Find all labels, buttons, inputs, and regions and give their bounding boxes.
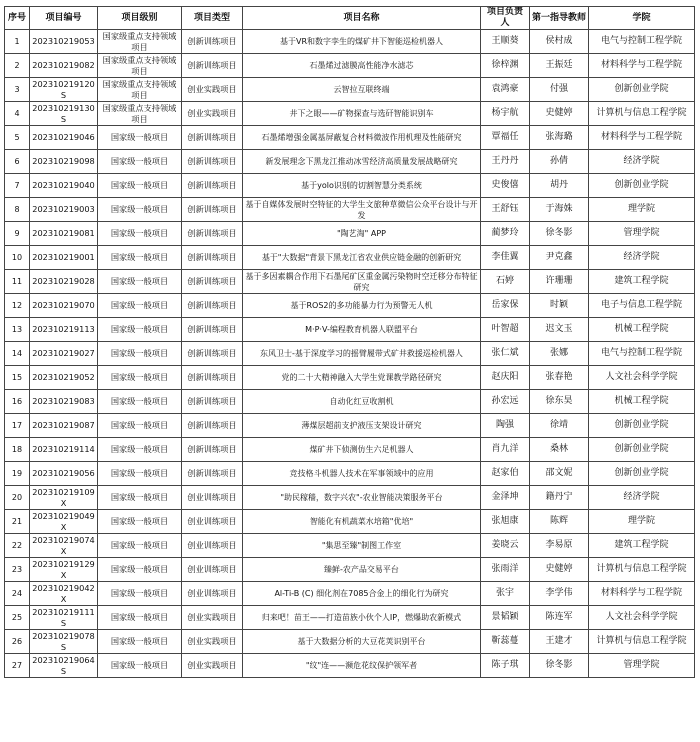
project-level: 国家级一般项目 — [98, 150, 182, 174]
table-row — [5, 462, 695, 486]
project-level: 国家级一般项目 — [98, 630, 182, 654]
table-row — [5, 414, 695, 438]
table-row — [5, 630, 695, 654]
project-name: 竞技格斗机器人技术在军事领域中的应用 — [243, 462, 481, 486]
project-type: 创新训练项目 — [182, 462, 243, 486]
table-row — [5, 198, 695, 222]
project-id: 202310219130S — [30, 102, 98, 126]
table-row — [5, 534, 695, 558]
project-type: 创业训练项目 — [182, 558, 243, 582]
college: 材料科学与工程学院 — [589, 54, 695, 78]
row-index: 4 — [5, 102, 30, 126]
project-id: 202310219083 — [30, 390, 98, 414]
project-id: 202310219120S — [30, 78, 98, 102]
table-row — [5, 30, 695, 54]
table-row — [5, 342, 695, 366]
col-index-header: 序号 — [5, 7, 30, 30]
col-college-header: 学院 — [589, 7, 695, 30]
college: 创新创业学院 — [589, 462, 695, 486]
project-name: 基于大数据分析的大豆花荚识别平台 — [243, 630, 481, 654]
row-index: 14 — [5, 342, 30, 366]
project-type: 创新训练项目 — [182, 438, 243, 462]
table-row — [5, 582, 695, 606]
col-advisor-header: 第一指导教师 — [530, 7, 589, 30]
table-row — [5, 222, 695, 246]
college: 机械工程学院 — [589, 318, 695, 342]
project-name: "陶艺淘" APP — [243, 222, 481, 246]
project-table-container — [4, 6, 694, 678]
project-id: 202310219028 — [30, 270, 98, 294]
college: 电气与控制工程学院 — [589, 342, 695, 366]
college: 创新创业学院 — [589, 78, 695, 102]
table-row — [5, 510, 695, 534]
first-advisor: 邵文妮 — [530, 462, 589, 486]
first-advisor: 李易原 — [530, 534, 589, 558]
table-row — [5, 654, 695, 678]
row-index: 10 — [5, 246, 30, 270]
first-advisor: 王振廷 — [530, 54, 589, 78]
row-index: 16 — [5, 390, 30, 414]
first-advisor: 徐冬影 — [530, 654, 589, 678]
project-name: M·P·V-编程教育机器人联盟平台 — [243, 318, 481, 342]
first-advisor: 陈辉 — [530, 510, 589, 534]
first-advisor: 侯村成 — [530, 30, 589, 54]
project-leader: 张仁斌 — [481, 342, 530, 366]
first-advisor: 史健婷 — [530, 558, 589, 582]
project-level: 国家级一般项目 — [98, 366, 182, 390]
college: 理学院 — [589, 510, 695, 534]
project-type: 创业实践项目 — [182, 630, 243, 654]
project-level: 国家级一般项目 — [98, 558, 182, 582]
row-index: 27 — [5, 654, 30, 678]
college: 经济学院 — [589, 246, 695, 270]
college: 管理学院 — [589, 654, 695, 678]
row-index: 15 — [5, 366, 30, 390]
row-index: 23 — [5, 558, 30, 582]
col-name-header: 项目名称 — [243, 7, 481, 30]
first-advisor: 许珊珊 — [530, 270, 589, 294]
col-leader-header: 项目负责人 — [481, 7, 530, 30]
project-leader: 覃福任 — [481, 126, 530, 150]
college: 人文社会科学学院 — [589, 366, 695, 390]
project-leader: 景韬颖 — [481, 606, 530, 630]
project-type: 创业实践项目 — [182, 102, 243, 126]
project-type: 创业训练项目 — [182, 486, 243, 510]
project-name: 基于"大数据"背景下黑龙江省农业供应链金融的创新研究 — [243, 246, 481, 270]
project-level: 国家级一般项目 — [98, 342, 182, 366]
project-leader: 金泽坤 — [481, 486, 530, 510]
project-name: Al-Ti-B (C) 细化剂在7085合金上的细化行为研究 — [243, 582, 481, 606]
table-row — [5, 78, 695, 102]
project-name: 智能化有机蔬菜水培箱"优培" — [243, 510, 481, 534]
project-level: 国家级一般项目 — [98, 390, 182, 414]
project-name: 云智拉互联终端 — [243, 78, 481, 102]
project-name: "助民稼穑，数字兴农"-农业智能决策服务平台 — [243, 486, 481, 510]
project-id: 202310219064S — [30, 654, 98, 678]
table-row — [5, 54, 695, 78]
project-id: 202310219001 — [30, 246, 98, 270]
project-leader: 袁鸿豪 — [481, 78, 530, 102]
row-index: 26 — [5, 630, 30, 654]
first-advisor: 籍丹宁 — [530, 486, 589, 510]
first-advisor: 徐靖 — [530, 414, 589, 438]
project-name: 井下之眼——矿物探查与选矸智能识别车 — [243, 102, 481, 126]
project-type: 创新训练项目 — [182, 294, 243, 318]
project-name: 归来吧！苗王——打造苗族小伙个人IP，燃爆助农新模式 — [243, 606, 481, 630]
project-level: 国家级一般项目 — [98, 582, 182, 606]
row-index: 24 — [5, 582, 30, 606]
project-id: 202310219081 — [30, 222, 98, 246]
project-name: 石墨烯过滤膜高性能净水滤芯 — [243, 54, 481, 78]
project-type: 创业实践项目 — [182, 78, 243, 102]
project-level: 国家级一般项目 — [98, 510, 182, 534]
table-body — [5, 30, 695, 678]
project-leader: 赵家伯 — [481, 462, 530, 486]
project-level: 国家级一般项目 — [98, 414, 182, 438]
project-type: 创新训练项目 — [182, 318, 243, 342]
project-leader: 姜晓云 — [481, 534, 530, 558]
project-type: 创新训练项目 — [182, 198, 243, 222]
college: 计算机与信息工程学院 — [589, 102, 695, 126]
col-project-id-header: 项目编号 — [30, 7, 98, 30]
project-level: 国家级一般项目 — [98, 606, 182, 630]
project-id: 202310219082 — [30, 54, 98, 78]
project-name: 基于ROS2的多功能暴力行为预警无人机 — [243, 294, 481, 318]
row-index: 2 — [5, 54, 30, 78]
table-row — [5, 486, 695, 510]
table-row — [5, 606, 695, 630]
project-name: 自动化红豆收割机 — [243, 390, 481, 414]
row-index: 25 — [5, 606, 30, 630]
table-row — [5, 318, 695, 342]
project-level: 国家级一般项目 — [98, 438, 182, 462]
table-row — [5, 366, 695, 390]
project-leader: 徐梓渊 — [481, 54, 530, 78]
project-leader: 靳蕊蔓 — [481, 630, 530, 654]
row-index: 21 — [5, 510, 30, 534]
project-level: 国家级一般项目 — [98, 294, 182, 318]
first-advisor: 时颖 — [530, 294, 589, 318]
project-leader: 蔺梦玲 — [481, 222, 530, 246]
project-level: 国家级一般项目 — [98, 486, 182, 510]
college: 管理学院 — [589, 222, 695, 246]
project-id: 202310219070 — [30, 294, 98, 318]
first-advisor: 迟文玉 — [530, 318, 589, 342]
first-advisor: 桑林 — [530, 438, 589, 462]
project-name: "集思至臻"制图工作室 — [243, 534, 481, 558]
project-leader: 张雨洋 — [481, 558, 530, 582]
project-name: 东风卫士-基于深度学习的摇臂履带式矿井救援巡检机器人 — [243, 342, 481, 366]
project-name: 基于多因素耦合作用下石墨尾矿区重金属污染物时空迁移分布特征研究 — [243, 270, 481, 294]
college: 理学院 — [589, 198, 695, 222]
project-type: 创新训练项目 — [182, 174, 243, 198]
project-name: "纹"连——濒危花纹保护领军者 — [243, 654, 481, 678]
col-type-header: 项目类型 — [182, 7, 243, 30]
first-advisor: 张春艳 — [530, 366, 589, 390]
college: 计算机与信息工程学院 — [589, 558, 695, 582]
project-level: 国家级重点支持领域项目 — [98, 54, 182, 78]
project-name: 基于VR和数字孪生的煤矿井下智能巡检机器人 — [243, 30, 481, 54]
project-leader: 赵庆阳 — [481, 366, 530, 390]
project-type: 创新训练项目 — [182, 54, 243, 78]
project-level: 国家级一般项目 — [98, 126, 182, 150]
project-level: 国家级一般项目 — [98, 174, 182, 198]
college: 创新创业学院 — [589, 438, 695, 462]
project-id: 202310219056 — [30, 462, 98, 486]
project-leader: 王舒钰 — [481, 198, 530, 222]
project-name: 煤矿井下侦测仿生六足机器人 — [243, 438, 481, 462]
first-advisor: 付强 — [530, 78, 589, 102]
project-type: 创业实践项目 — [182, 606, 243, 630]
project-id: 202310219003 — [30, 198, 98, 222]
project-id: 202310219049X — [30, 510, 98, 534]
project-leader: 陶强 — [481, 414, 530, 438]
project-type: 创新训练项目 — [182, 30, 243, 54]
project-level: 国家级一般项目 — [98, 318, 182, 342]
project-name: 基于yolo识别的切割智慧分类系统 — [243, 174, 481, 198]
row-index: 3 — [5, 78, 30, 102]
project-level: 国家级一般项目 — [98, 534, 182, 558]
college: 创新创业学院 — [589, 174, 695, 198]
project-id: 202310219027 — [30, 342, 98, 366]
project-leader: 王丹丹 — [481, 150, 530, 174]
project-level: 国家级一般项目 — [98, 198, 182, 222]
project-type: 创新训练项目 — [182, 414, 243, 438]
first-advisor: 尹克鑫 — [530, 246, 589, 270]
first-advisor: 史健婷 — [530, 102, 589, 126]
first-advisor: 张海璐 — [530, 126, 589, 150]
college: 机械工程学院 — [589, 390, 695, 414]
project-table — [4, 6, 695, 678]
project-type: 创新训练项目 — [182, 342, 243, 366]
project-id: 202310219074X — [30, 534, 98, 558]
project-leader: 肖九洋 — [481, 438, 530, 462]
row-index: 1 — [5, 30, 30, 54]
row-index: 11 — [5, 270, 30, 294]
project-level: 国家级重点支持领域项目 — [98, 102, 182, 126]
row-index: 6 — [5, 150, 30, 174]
college: 电子与信息工程学院 — [589, 294, 695, 318]
row-index: 20 — [5, 486, 30, 510]
project-id: 202310219042X — [30, 582, 98, 606]
project-type: 创业训练项目 — [182, 534, 243, 558]
first-advisor: 张娜 — [530, 342, 589, 366]
project-level: 国家级重点支持领域项目 — [98, 30, 182, 54]
project-type: 创业实践项目 — [182, 654, 243, 678]
project-level: 国家级一般项目 — [98, 654, 182, 678]
project-leader: 岳家保 — [481, 294, 530, 318]
first-advisor: 陈连军 — [530, 606, 589, 630]
first-advisor: 王建才 — [530, 630, 589, 654]
row-index: 7 — [5, 174, 30, 198]
row-index: 19 — [5, 462, 30, 486]
table-header-row — [5, 7, 695, 30]
row-index: 22 — [5, 534, 30, 558]
project-id: 202310219052 — [30, 366, 98, 390]
project-level: 国家级一般项目 — [98, 246, 182, 270]
table-row — [5, 246, 695, 270]
college: 建筑工程学院 — [589, 270, 695, 294]
row-index: 18 — [5, 438, 30, 462]
row-index: 13 — [5, 318, 30, 342]
project-name: 党的二十大精神融入大学生党课教学路径研究 — [243, 366, 481, 390]
project-name: 基于自媒体发展时空特征的大学生文旅种草微信公众平台设计与开发 — [243, 198, 481, 222]
row-index: 8 — [5, 198, 30, 222]
project-name: 薄煤层超前支护液压支架设计研究 — [243, 414, 481, 438]
project-name: 新发展理念下黑龙江推动冰雪经济高质量发展战略研究 — [243, 150, 481, 174]
project-level: 国家级一般项目 — [98, 462, 182, 486]
project-id: 202310219114 — [30, 438, 98, 462]
project-leader: 李佳翼 — [481, 246, 530, 270]
first-advisor: 孙倩 — [530, 150, 589, 174]
table-row — [5, 294, 695, 318]
project-leader: 王顺葵 — [481, 30, 530, 54]
college: 建筑工程学院 — [589, 534, 695, 558]
project-id: 202310219098 — [30, 150, 98, 174]
project-leader: 杨宇航 — [481, 102, 530, 126]
project-type: 创业训练项目 — [182, 510, 243, 534]
project-leader: 孙宏远 — [481, 390, 530, 414]
project-leader: 陈子琪 — [481, 654, 530, 678]
col-level-header: 项目级别 — [98, 7, 182, 30]
table-row — [5, 270, 695, 294]
table-row — [5, 102, 695, 126]
project-level: 国家级一般项目 — [98, 270, 182, 294]
first-advisor: 徐东昊 — [530, 390, 589, 414]
project-type: 创新训练项目 — [182, 270, 243, 294]
project-leader: 叶智超 — [481, 318, 530, 342]
table-row — [5, 558, 695, 582]
project-leader: 张旭康 — [481, 510, 530, 534]
project-leader: 史俊僖 — [481, 174, 530, 198]
project-id: 202310219078S — [30, 630, 98, 654]
table-row — [5, 390, 695, 414]
first-advisor: 徐冬影 — [530, 222, 589, 246]
project-type: 创新训练项目 — [182, 222, 243, 246]
project-type: 创新训练项目 — [182, 366, 243, 390]
table-row — [5, 174, 695, 198]
first-advisor: 于海姝 — [530, 198, 589, 222]
first-advisor: 李学伟 — [530, 582, 589, 606]
college: 计算机与信息工程学院 — [589, 630, 695, 654]
project-id: 202310219109X — [30, 486, 98, 510]
project-leader: 石婷 — [481, 270, 530, 294]
college: 电气与控制工程学院 — [589, 30, 695, 54]
project-name: 臻鲜-农产品交易平台 — [243, 558, 481, 582]
table-row — [5, 438, 695, 462]
college: 人文社会科学学院 — [589, 606, 695, 630]
table-row — [5, 126, 695, 150]
project-id: 202310219113 — [30, 318, 98, 342]
project-type: 创新训练项目 — [182, 126, 243, 150]
row-index: 17 — [5, 414, 30, 438]
project-type: 创新训练项目 — [182, 150, 243, 174]
college: 经济学院 — [589, 150, 695, 174]
project-level: 国家级重点支持领域项目 — [98, 78, 182, 102]
project-id: 202310219129X — [30, 558, 98, 582]
college: 材料科学与工程学院 — [589, 582, 695, 606]
row-index: 12 — [5, 294, 30, 318]
first-advisor: 胡丹 — [530, 174, 589, 198]
project-id: 202310219111S — [30, 606, 98, 630]
project-type: 创新训练项目 — [182, 246, 243, 270]
college: 创新创业学院 — [589, 414, 695, 438]
table-row — [5, 150, 695, 174]
project-level: 国家级一般项目 — [98, 222, 182, 246]
project-id: 202310219087 — [30, 414, 98, 438]
college: 材料科学与工程学院 — [589, 126, 695, 150]
row-index: 5 — [5, 126, 30, 150]
project-name: 石墨烯增强金属基屏蔽复合材料微波作用机理及性能研究 — [243, 126, 481, 150]
project-type: 创业训练项目 — [182, 582, 243, 606]
project-id: 202310219053 — [30, 30, 98, 54]
project-leader: 张宇 — [481, 582, 530, 606]
row-index: 9 — [5, 222, 30, 246]
project-id: 202310219046 — [30, 126, 98, 150]
project-id: 202310219040 — [30, 174, 98, 198]
college: 经济学院 — [589, 486, 695, 510]
project-type: 创新训练项目 — [182, 390, 243, 414]
